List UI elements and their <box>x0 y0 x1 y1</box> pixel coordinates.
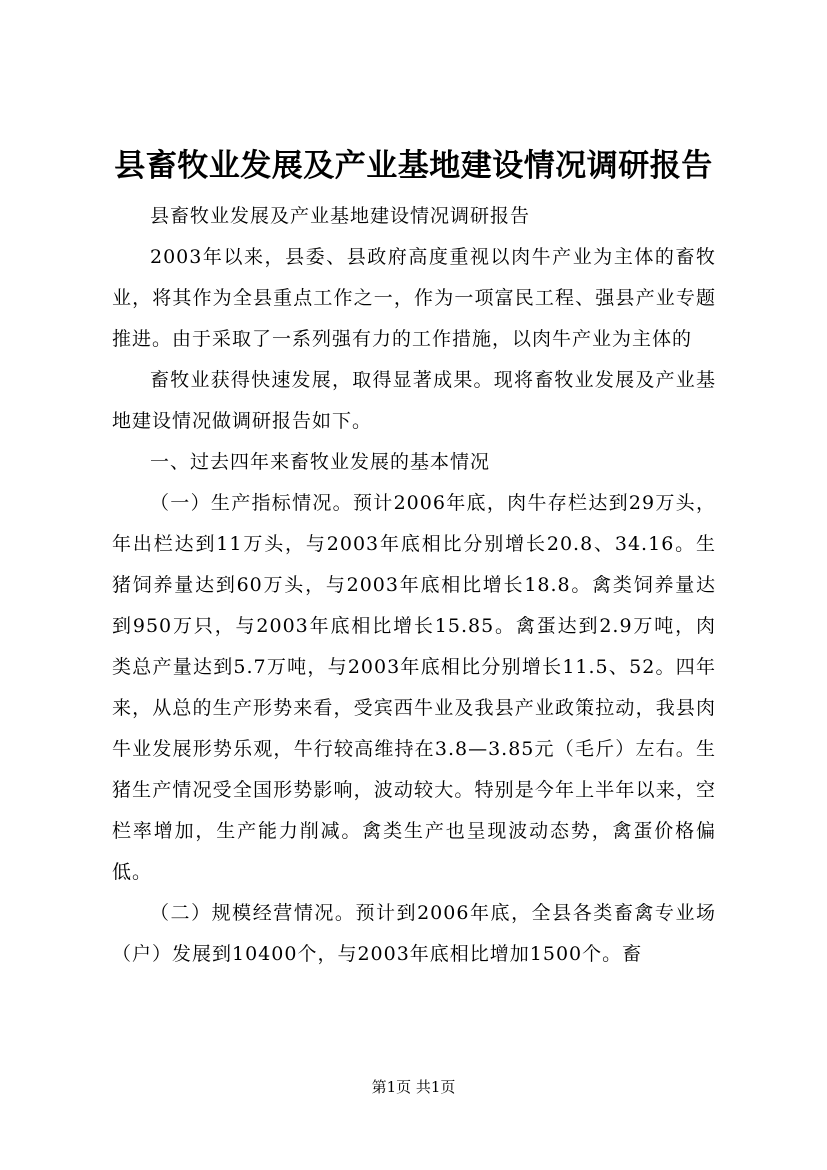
paragraph-subtitle: 县畜牧业发展及产业基地建设情况调研报告 <box>150 205 531 227</box>
section-heading: 一、过去四年来畜牧业发展的基本情况 <box>150 451 491 473</box>
document-body <box>112 196 716 975</box>
paragraph-production-indicators: （一）生产指标情况。预计2006年底，肉牛存栏达到29万头，年出栏达到11万头，与2003年底相比分别增长20.8、34.16。生猪饲养量达到60万头，与2003年底相比增长18.8。禽类饲养量达到950万只，与2003年底相比增长15.85。禽蛋达到2.9万吨，肉类总产量达到5.7万吨，与2003年底相比分别增长11.5、52。四年来，从总的生产形势来看，受宾西牛业及我县产业政策拉动，我县肉牛业发展形势乐观，牛行较高维持在3.8—3.85元（毛斤）左右。生猪生产情况受全国形势影响，波动较大。特别是今年上半年以来，空栏率增加，生产能力削减。禽类生产也呈现波动态势，禽蛋价格偏低。 <box>112 492 716 883</box>
page-footer: 第1页 共1页 <box>371 1078 456 1096</box>
paragraph-scale-operation: （二）规模经营情况。预计到2006年底，全县各类畜禽专业场（户）发展到10400个，与2003年底相比增加1500个。畜 <box>112 902 716 965</box>
paragraph-intro: 2003年以来，县委、县政府高度重视以肉牛产业为主体的畜牧业，将其作为全县重点工作之一，作为一项富民工程、强县产业专题推进。由于采取了一系列强有力的工作措施，以肉牛产业为主体的 <box>112 246 716 350</box>
paragraph-intro-continued: 畜牧业获得快速发展，取得显著成果。现将畜牧业发展及产业基地建设情况做调研报告如下。 <box>112 369 716 432</box>
document-title: 县畜牧业发展及产业基地建设情况调研报告 <box>114 148 713 184</box>
